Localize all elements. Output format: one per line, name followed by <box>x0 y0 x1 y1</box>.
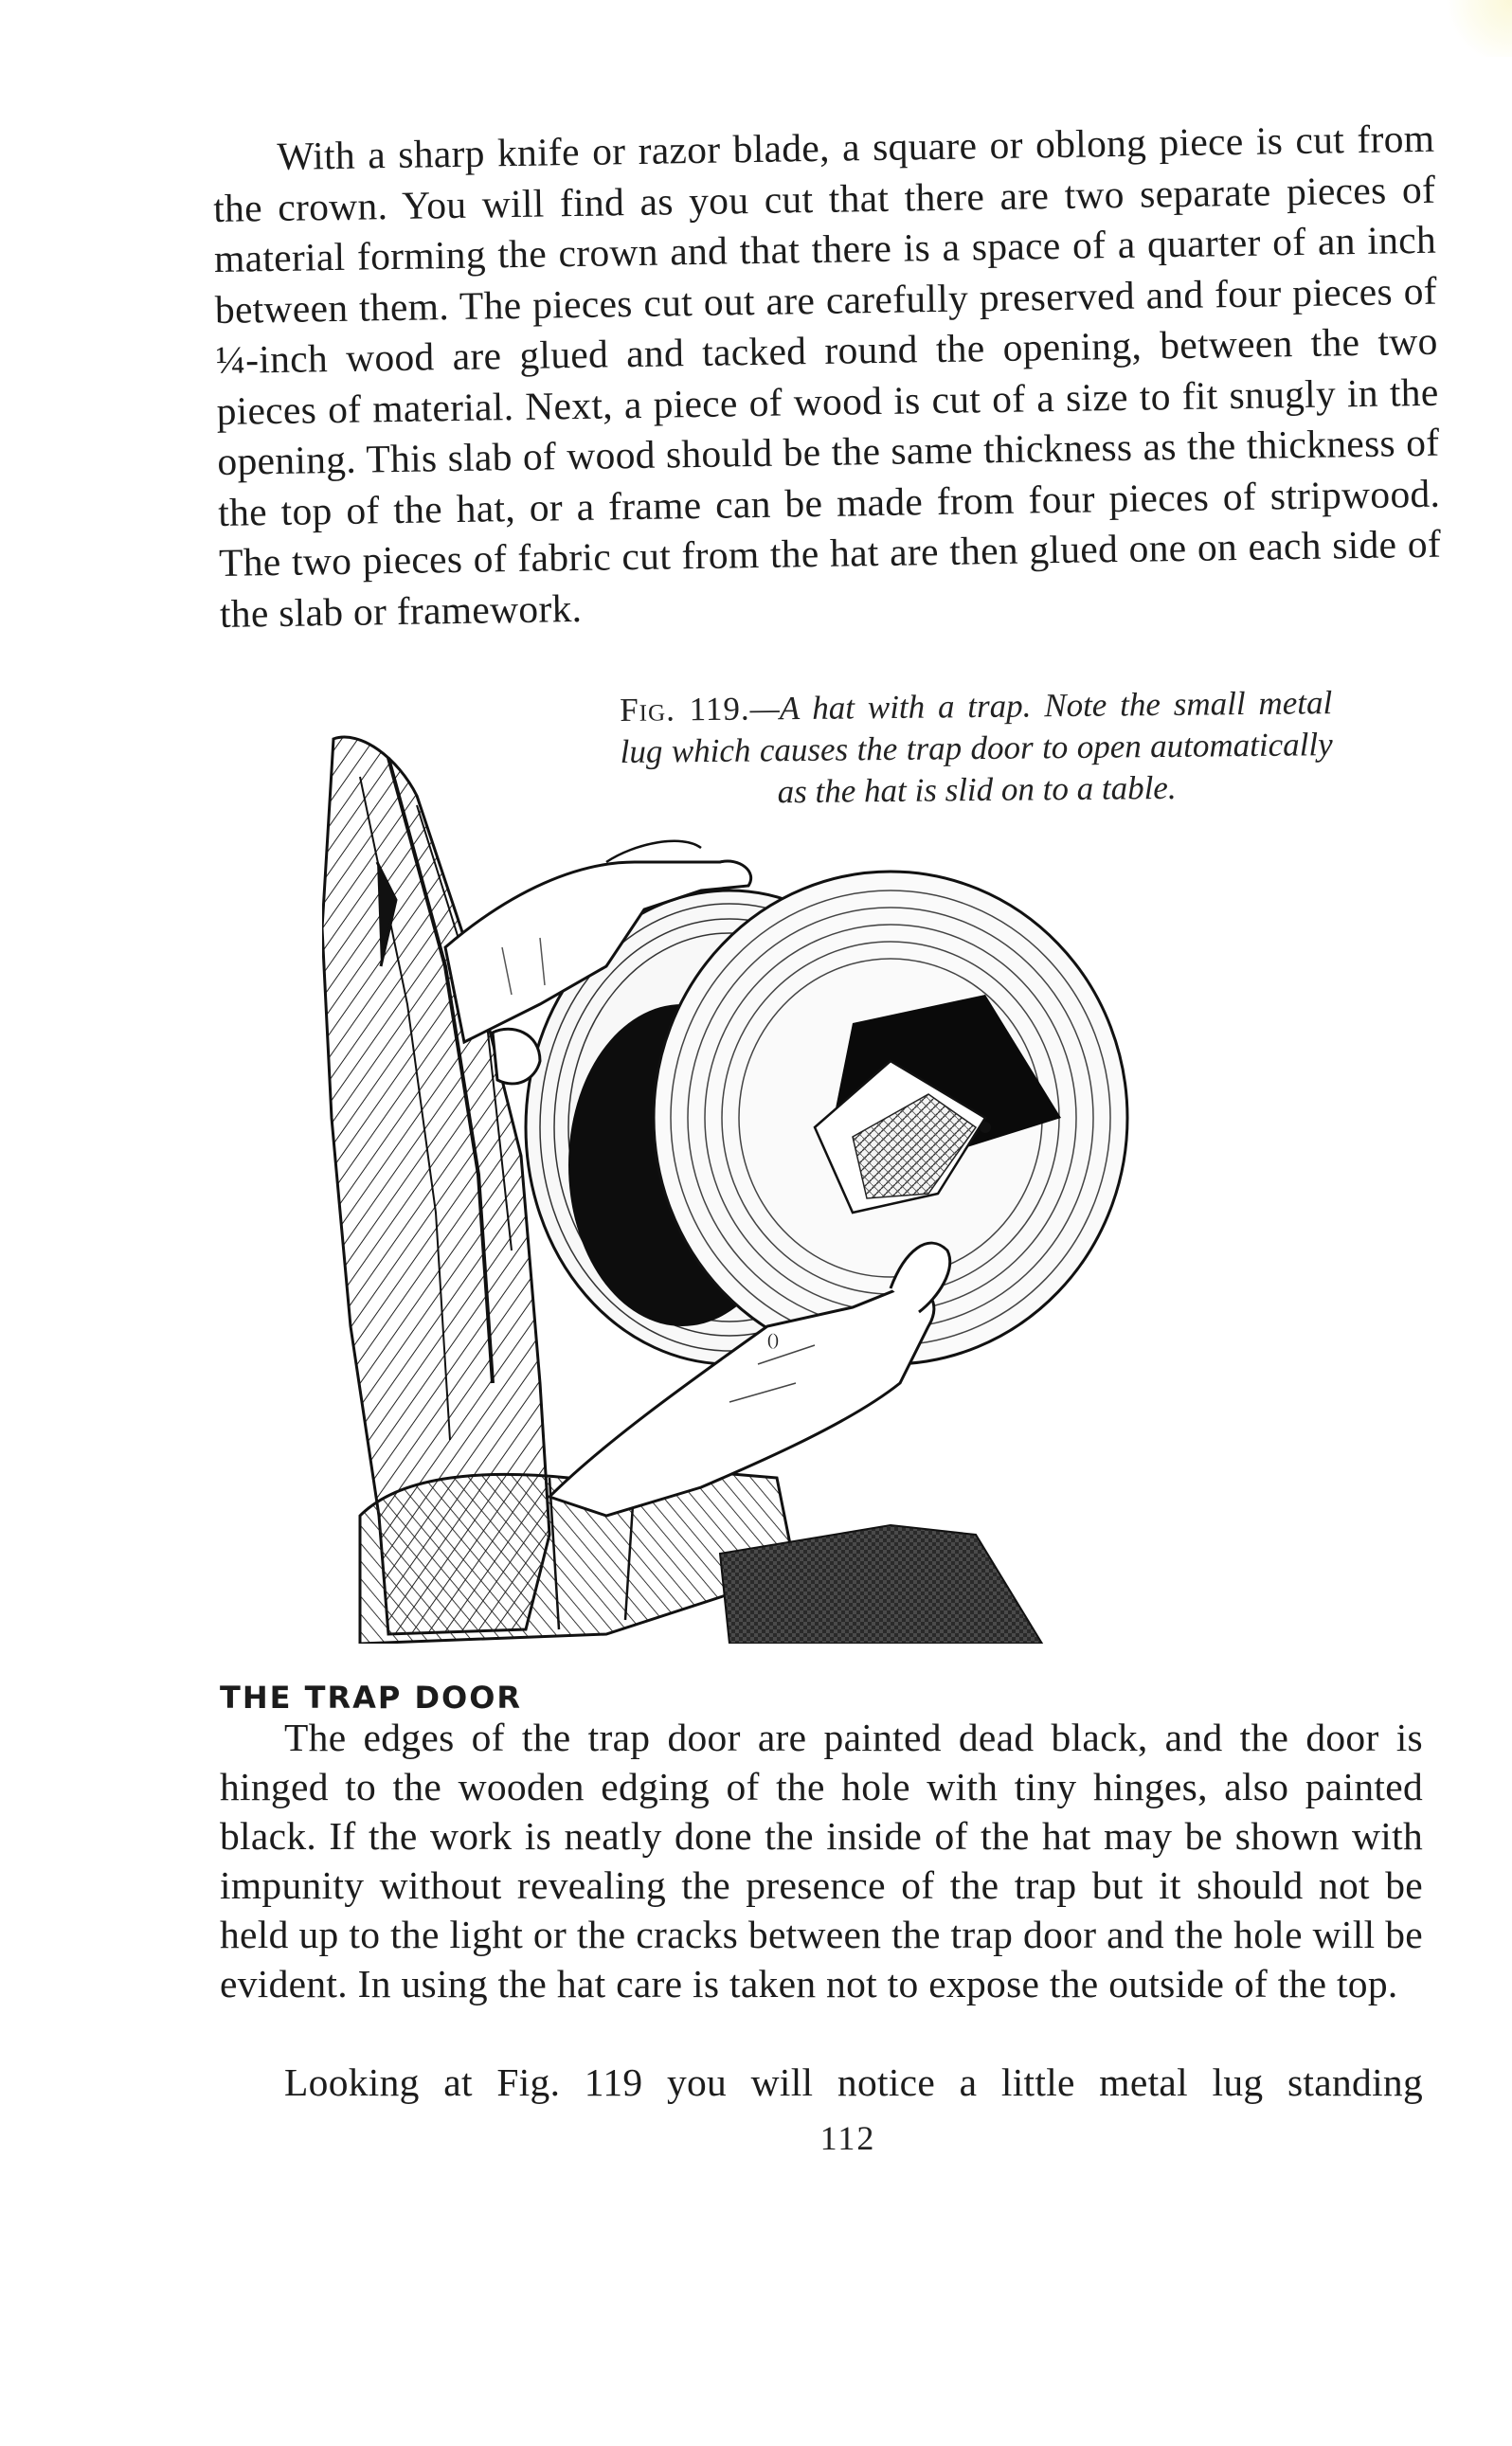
body-paragraph-3: Looking at Fig. 119 you will notice a little metal lug standing <box>284 2060 1423 2104</box>
figure-caption-text: —A hat with a trap. Note the small metal lug which causes the trap door to open automatically as the hat is slid on to a table. <box>620 684 1333 811</box>
figure-label: Fig. 119. <box>620 690 750 728</box>
body-paragraph-2: The edges of the trap door are painted dead black, and the door is hinged to the wooden edging of the hole with tiny hinges, also painted black. If the work is neatly done the inside of the hat may be shown with impunity without revealing the presence of the trap but it should not be held up to the light or the cracks between the trap door and the hole will be evident. In using the hat care is taken not to expose the outside of the top. <box>220 1716 1423 2005</box>
page-number: 112 <box>819 2119 876 2157</box>
svg-text:(): () <box>767 1330 779 1349</box>
page-corner-stain <box>1446 0 1512 57</box>
hat-trap-illustration <box>322 720 1175 1644</box>
body-paragraph-1: With a sharp knife or razor blade, a square or oblong piece is cut from the crown. You will find as you cut that there are two separate pieces of material forming the crown and that there is a space of a quarter of an inch between them. The pieces cut out are carefully preserved and four pieces of ¼-inch wood are glued and tacked round the opening, between the two pieces of material. Next, a piece of wood is cut of a size to fit snugly in the opening. This slab of wood should be the same thickness as the thickness of the top of the hat, or a frame can be made from four pieces of stripwood. The two pieces of fabric cut from the hat are then glued one on each side of the slab or framework. <box>212 116 1442 636</box>
section-heading: THE TRAP DOOR <box>220 1680 523 1716</box>
